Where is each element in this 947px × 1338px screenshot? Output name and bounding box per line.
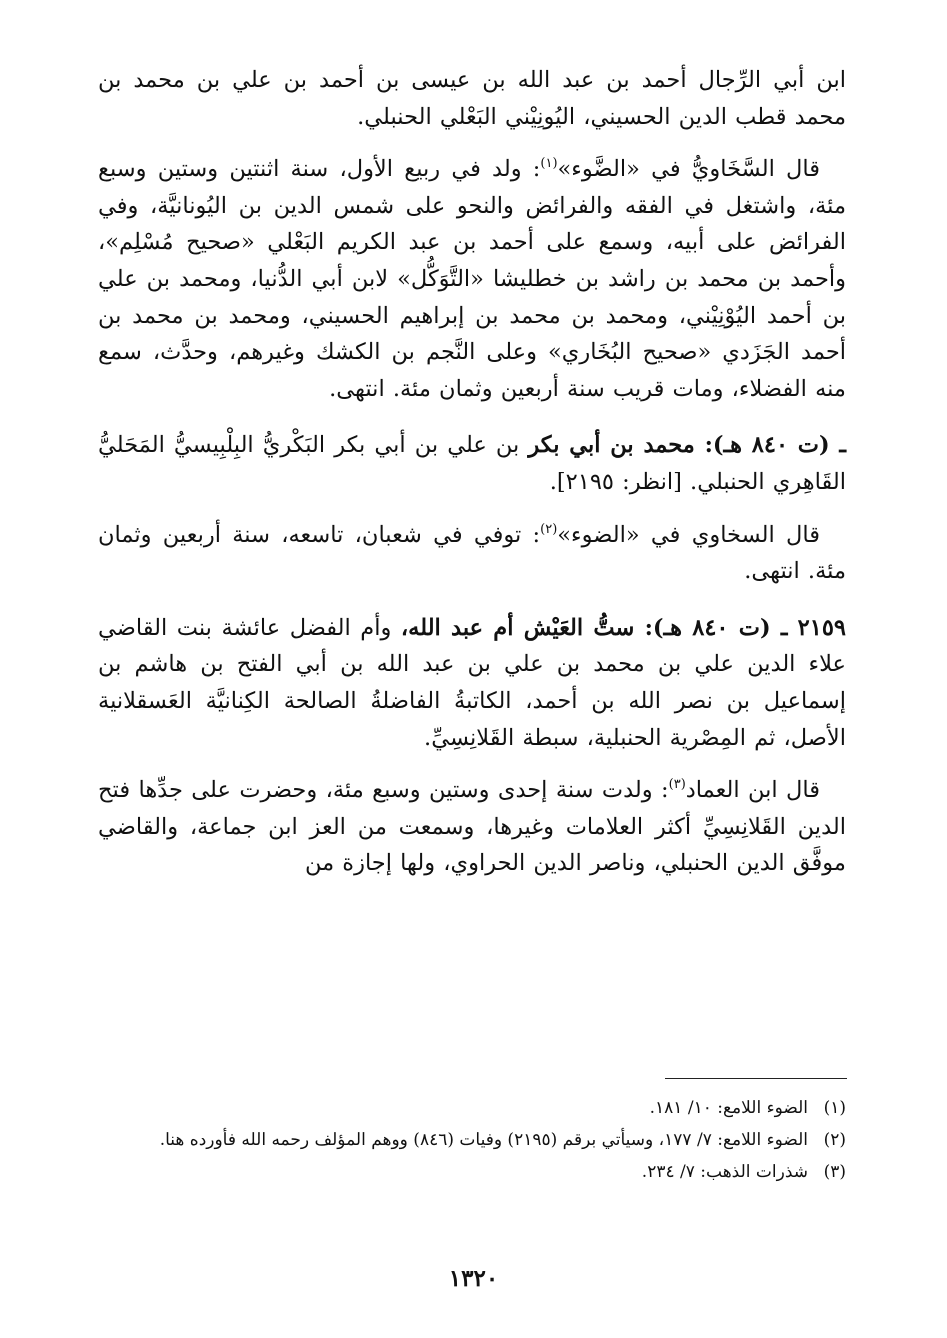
paragraph-entry-muhammad xyxy=(98,427,846,500)
footnote-number: (٢) xyxy=(823,1130,846,1150)
quote-text: : توفي في شعبان، تاسعه، سنة أربعين وثمان مئة. انتهى. xyxy=(98,521,846,585)
paragraph-ibn-imad-quote xyxy=(98,772,846,882)
footnote-text: شذرات الذهب: ٧/ ٢٣٤. xyxy=(641,1162,808,1182)
footnotes xyxy=(98,1094,846,1190)
paragraph-sakhawi-quote-2 xyxy=(98,517,846,590)
quote-text: : ولد في ربيع الأول، سنة اثنتين وستين وسبع مئة، واشتغل في الفقه والفرائض والنحو على شمس الدين بن اليُونانيَّة، وفي الفرائض على أبيه، وسمع على أحمد بن عبد الكريم البَعْلي «صحيح مُسْلِم»، وأحمد بن محمد بن راشد بن خطليشا «التَّوَكُّل» لابن أبي الدُّنيا، ومحمد بن علي بن أحمد اليُوْنِيْني، ومحمد بن محمد بن إبراهيم الحسيني، ومحمد بن محمد بن أحمد الجَزَدي «صحيح البُخَاري» وعلى النَّجم بن الكشك وغيرهم، وحدَّث، سمع منه الفضلاء، ومات قريب سنة أربعين وثمان مئة. انتهى. xyxy=(98,156,846,402)
entry-text: ابن أبي الرِّجال أحمد بن عبد الله بن عيسى بن أحمد بن علي بن محمد بن محمد قطب الدين الحسيني، اليُونِيْني البَعْلي الحنبلي. xyxy=(98,67,846,130)
quote-intro: قال السَّخَاويُّ في «الضَّوء» xyxy=(557,156,820,183)
paragraph-entry-continuation xyxy=(98,62,846,135)
entry-text: بن علي بن أبي بكر البَكْريُّ البِلْبِيسيُّ المَحَليُّ القَاهِري الحنبلي. [انظر: ٢١٩٥]. xyxy=(98,432,846,495)
footnote-3 xyxy=(98,1158,846,1186)
footnote-number: (٣) xyxy=(823,1162,846,1182)
footnote-1 xyxy=(98,1094,846,1122)
footnote-2 xyxy=(98,1126,846,1154)
footnote-text: الضوء اللامع: ٧/ ١٧٧، وسيأتي برقم (٢١٩٥) وفيات (٨٤٦) ووهم المؤلف رحمه الله فأورده هنا. xyxy=(159,1130,808,1150)
footnote-separator xyxy=(665,1078,847,1079)
entry-text: وأم الفضل عائشة بنت القاضي علاء الدين علي بن محمد بن علي بن عبد الله بن أبي الفتح بن هاشم بن إسماعيل بن نصر الله بن أحمد، الكاتبةُ الفاضلةُ الصالحة الكِنانيَّة العَسقلانية الأصل، ثم المِصْرية الحنبلية، سبطة القَلانِسِيِّ. xyxy=(98,614,846,751)
footnote-number: (١) xyxy=(823,1098,846,1118)
footnote-ref-2[interactable]: (٢) xyxy=(540,521,558,537)
footnote-ref-1[interactable]: (١) xyxy=(540,156,558,172)
paragraph-entry-2159 xyxy=(98,610,846,756)
quote-intro: قال السخاوي في «الضوء» xyxy=(557,521,820,548)
quote-intro: قال ابن العماد xyxy=(685,777,820,804)
page-number: ١٣٢٠ xyxy=(448,1265,499,1292)
footnote-text: الضوء اللامع: ١٠/ ١٨١. xyxy=(649,1098,808,1118)
paragraph-sakhawi-quote-1 xyxy=(98,151,846,407)
footnote-ref-3[interactable]: (٣) xyxy=(668,777,686,793)
quote-text: : ولدت سنة إحدى وستين وسبع مئة، وحضرت على جدِّها فتح الدين القَلانِسِيِّ أكثر العلامات وغيرها، وسمعت من العز ابن جماعة، والقاضي موفَّق الدين الحنبلي، وناصر الدين الحراوي، ولها إجازة من xyxy=(98,777,846,877)
page-body xyxy=(98,62,846,882)
entry-heading: ٢١٥٩ ـ (ت ٨٤٠ هـ): ستُّ العَيْش أم عبد الله، xyxy=(400,614,847,641)
entry-heading: ـ (ت ٨٤٠ هـ): محمد بن أبي بكر xyxy=(528,432,846,459)
